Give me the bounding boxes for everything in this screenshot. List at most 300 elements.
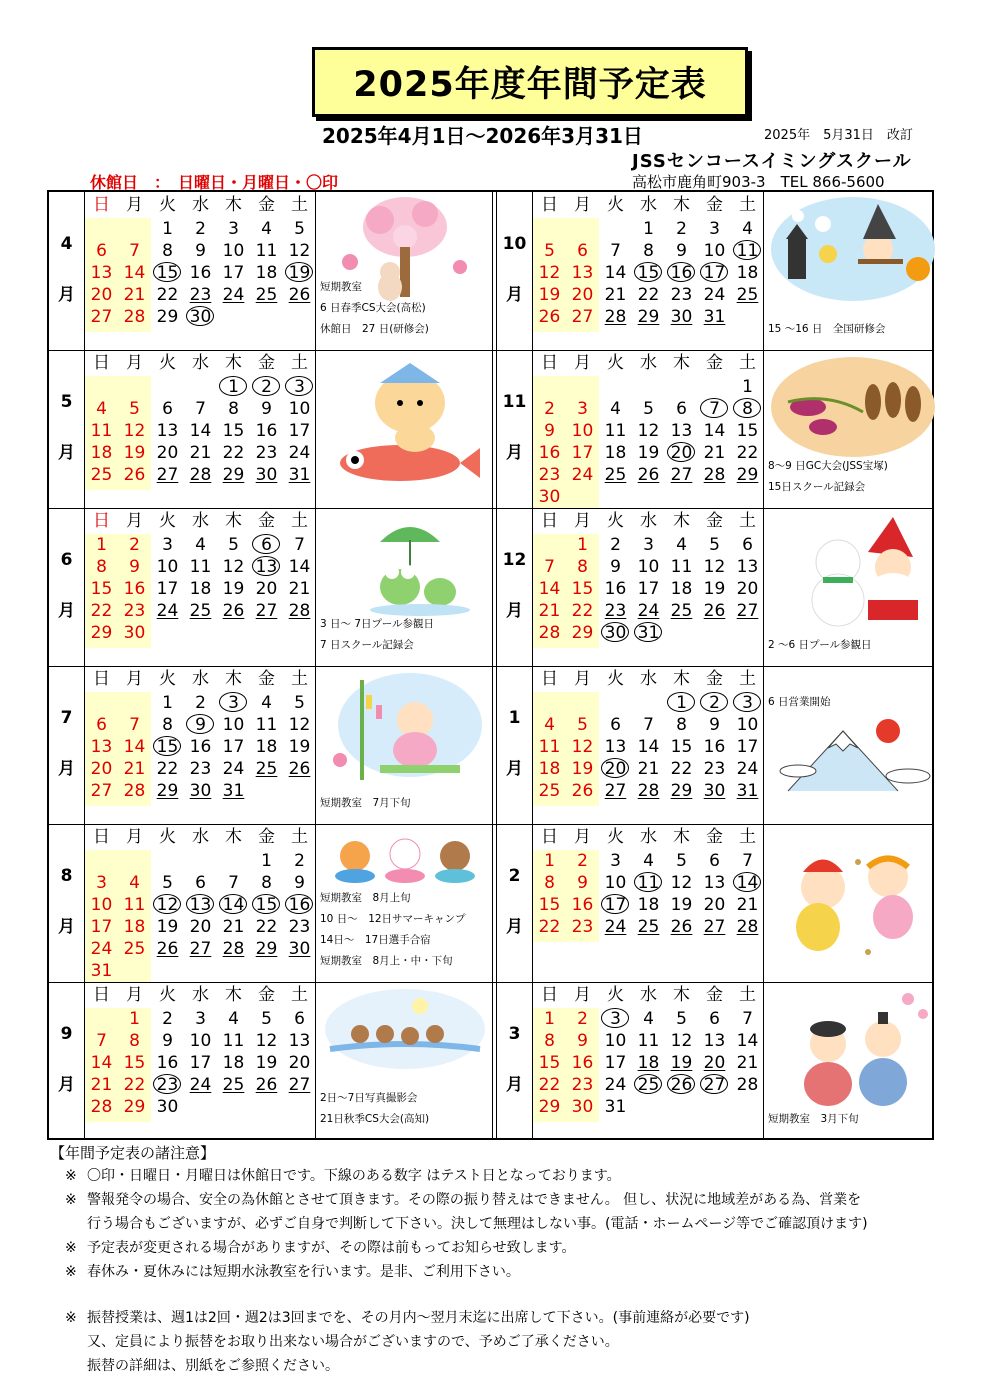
weekday-header: 金 <box>258 827 275 847</box>
calendar-day: 15 <box>222 421 245 441</box>
calendar-day: 30 <box>255 465 278 485</box>
calendar-day: 20 <box>288 1053 311 1073</box>
calendar-day: 1 <box>665 692 698 714</box>
note-mark: ※ <box>65 1192 77 1208</box>
month-illustration-area <box>315 666 493 824</box>
calendar-day: 13 <box>703 873 726 893</box>
calendar-day: 6 <box>96 241 107 261</box>
month-calendar <box>533 508 763 666</box>
calendar-day: 2 <box>544 399 555 419</box>
calendar-day: 5 <box>162 873 173 893</box>
closed-day-ring <box>186 894 214 914</box>
closed-day-ring <box>601 622 629 642</box>
weekday-header: 火 <box>607 827 624 847</box>
calendar-day: 29 <box>255 939 278 959</box>
month-block <box>497 508 940 666</box>
calendar-day: 4 <box>261 693 272 713</box>
weekday-header: 月 <box>126 511 143 531</box>
calendar-day: 17 <box>156 579 179 599</box>
note-line: 行う場合もございますが、必ずご自身で判断して下さい。決して無理はしない事。(電話・ホームページ等でご確認頂けます) <box>87 1216 868 1232</box>
calendar-day: 10 <box>736 715 759 735</box>
school-name: JSSセンコースイミングスクール <box>632 151 912 172</box>
weekday-header: 月 <box>574 353 591 373</box>
month-illustration-area <box>763 824 941 982</box>
calendar-day: 7 <box>643 715 654 735</box>
calendar-day: 2 <box>195 693 206 713</box>
calendar-day: 4 <box>129 873 140 893</box>
calendar-day: 7 <box>195 399 206 419</box>
calendar-day: 25 <box>222 1075 245 1095</box>
month-illustration-area <box>763 982 941 1140</box>
calendar-day: 4 <box>228 1009 239 1029</box>
calendar-day: 8 <box>228 399 239 419</box>
calendar-day: 27 <box>288 1075 311 1095</box>
month-calendar <box>85 982 315 1140</box>
calendar-day: 5 <box>228 535 239 555</box>
calendar-day: 26 <box>665 1074 698 1096</box>
calendar-day: 26 <box>637 465 660 485</box>
month-suffix: 月 <box>58 601 75 621</box>
calendar-day: 16 <box>123 579 146 599</box>
calendar-day: 7 <box>96 1031 107 1051</box>
weekday-header: 金 <box>258 195 275 215</box>
calendar-day: 23 <box>571 1075 594 1095</box>
calendar-day: 10 <box>703 241 726 261</box>
month-label <box>497 666 533 824</box>
calendar-day: 9 <box>610 557 621 577</box>
school-address: 高松市鹿角町903-3 TEL 866-5600 <box>632 173 885 191</box>
event-note: 15日スクール記録会 <box>768 481 866 493</box>
calendar-day: 1 <box>162 693 173 713</box>
calendar-day: 14 <box>736 1031 759 1051</box>
calendar-day: 26 <box>703 601 726 621</box>
closed-day-ring <box>634 872 662 892</box>
weekday-header: 水 <box>192 985 209 1005</box>
calendar-day: 1 <box>217 376 250 398</box>
weekday-header: 月 <box>126 195 143 215</box>
calendar-day: 20 <box>90 759 113 779</box>
calendar-day: 3 <box>162 535 173 555</box>
calendar-day: 15 <box>670 737 693 757</box>
calendar-day: 2 <box>195 219 206 239</box>
month-calendar <box>533 192 763 350</box>
weekday-header: 土 <box>739 827 756 847</box>
calendar-day: 12 <box>222 557 245 577</box>
event-note: 短期教室 8月上旬 <box>320 892 411 904</box>
calendar-day: 22 <box>637 285 660 305</box>
calendar-day: 16 <box>189 737 212 757</box>
calendar-day: 23 <box>189 759 212 779</box>
month-block <box>49 982 492 1140</box>
closed-day-ring <box>700 692 728 712</box>
calendar-day: 7 <box>742 1009 753 1029</box>
calendar-day: 11 <box>123 895 146 915</box>
calendar-day: 13 <box>571 263 594 283</box>
closed-day-ring <box>153 894 181 914</box>
weekday-header: 金 <box>258 353 275 373</box>
calendar-day: 21 <box>736 895 759 915</box>
calendar-day: 11 <box>90 421 113 441</box>
calendar-day: 19 <box>222 579 245 599</box>
calendar-day: 23 <box>670 285 693 305</box>
closed-day-ring <box>667 442 695 462</box>
calendar-day: 29 <box>156 781 179 801</box>
calendar-day: 19 <box>571 759 594 779</box>
calendar-day: 22 <box>670 759 693 779</box>
note-line: 春休み・夏休みには短期水泳教室を行います。是非、ご利用下さい。 <box>87 1264 520 1280</box>
calendar-day: 25 <box>637 917 660 937</box>
closed-day-ring <box>285 894 313 914</box>
calendar-day: 15 <box>90 579 113 599</box>
calendar-day: 19 <box>670 895 693 915</box>
calendar-day: 22 <box>222 443 245 463</box>
calendar-day: 21 <box>189 443 212 463</box>
weekday-header: 日 <box>541 985 558 1005</box>
calendar-day: 21 <box>604 285 627 305</box>
calendar-day: 16 <box>156 1053 179 1073</box>
calendar-day: 5 <box>676 1009 687 1029</box>
calendar-day: 26 <box>288 285 311 305</box>
calendar-day: 9 <box>294 873 305 893</box>
weekday-header: 金 <box>706 669 723 689</box>
closed-day-ring <box>733 692 761 712</box>
calendar-day: 15 <box>123 1053 146 1073</box>
calendar-day: 23 <box>151 1074 184 1096</box>
calendar-day: 16 <box>255 421 278 441</box>
calendar-day: 9 <box>261 399 272 419</box>
calendar-day: 18 <box>222 1053 245 1073</box>
calendar-day: 18 <box>189 579 212 599</box>
event-note: 休館日 27 日(研修会) <box>320 323 429 335</box>
calendar-day: 23 <box>123 601 146 621</box>
weekday-header: 月 <box>574 669 591 689</box>
calendar-day: 10 <box>189 1031 212 1051</box>
calendar-day: 29 <box>156 307 179 327</box>
calendar-day: 19 <box>637 443 660 463</box>
calendar-day: 13 <box>90 737 113 757</box>
calendar-day: 26 <box>670 917 693 937</box>
month-illustration-area <box>315 508 493 666</box>
calendar-day: 6 <box>610 715 621 735</box>
calendar-day: 28 <box>736 1075 759 1095</box>
calendar-day: 21 <box>222 917 245 937</box>
closed-day-ring <box>700 1074 728 1094</box>
month-block <box>49 824 492 982</box>
calendar-day: 1 <box>129 1009 140 1029</box>
weekday-header: 土 <box>739 353 756 373</box>
weekday-header: 日 <box>541 195 558 215</box>
calendar-day: 7 <box>228 873 239 893</box>
calendar-day: 23 <box>255 443 278 463</box>
calendar-day: 14 <box>604 263 627 283</box>
calendar-day: 23 <box>288 917 311 937</box>
calendar-day: 19 <box>538 285 561 305</box>
calendar-day: 25 <box>189 601 212 621</box>
weekday-header: 火 <box>159 669 176 689</box>
month-label <box>49 350 85 508</box>
calendar-day: 24 <box>637 601 660 621</box>
calendar-day: 5 <box>129 399 140 419</box>
note-line: 予定表が変更される場合がありますが、その際は前もってお知らせ致します。 <box>87 1240 576 1256</box>
month-suffix: 月 <box>506 443 523 463</box>
note-line: 警報発令の場合、安全の為休館とさせて頂きます。その際の振り替えはできません。 但し、状況に地域差がある為、営業を <box>87 1192 862 1208</box>
weekday-header: 木 <box>673 511 690 531</box>
closed-day-ring <box>667 262 695 282</box>
month-suffix: 月 <box>58 443 75 463</box>
weekday-header: 火 <box>607 195 624 215</box>
calendar-day: 25 <box>604 465 627 485</box>
calendar-day: 3 <box>228 219 239 239</box>
calendar-grid <box>47 190 934 1140</box>
calendar-day: 5 <box>544 241 555 261</box>
calendar-day: 27 <box>604 781 627 801</box>
weekday-header: 金 <box>706 827 723 847</box>
calendar-day: 16 <box>571 895 594 915</box>
month-illustration-area <box>315 192 493 350</box>
month-calendar <box>85 192 315 350</box>
calendar-day: 27 <box>703 917 726 937</box>
page-title: 2025年度年間予定表 <box>312 47 748 117</box>
calendar-day: 29 <box>222 465 245 485</box>
calendar-day: 24 <box>156 601 179 621</box>
calendar-day: 29 <box>637 307 660 327</box>
calendar-day: 15 <box>538 895 561 915</box>
weekday-header: 水 <box>640 353 657 373</box>
calendar-day: 28 <box>288 601 311 621</box>
calendar-day: 29 <box>670 781 693 801</box>
notes-section <box>50 1142 868 1379</box>
calendar-day: 17 <box>736 737 759 757</box>
calendar-day: 27 <box>670 465 693 485</box>
calendar-day: 31 <box>222 781 245 801</box>
calendar-day: 1 <box>162 219 173 239</box>
calendar-day: 24 <box>288 443 311 463</box>
weekday-header: 木 <box>673 827 690 847</box>
calendar-day: 30 <box>288 939 311 959</box>
weekday-header: 日 <box>541 827 558 847</box>
calendar-day: 15 <box>151 736 184 758</box>
calendar-day: 8 <box>577 557 588 577</box>
calendar-day: 25 <box>255 759 278 779</box>
calendar-day: 19 <box>255 1053 278 1073</box>
month-calendar <box>85 508 315 666</box>
month-number: 12 <box>502 550 527 570</box>
weekday-header: 金 <box>706 985 723 1005</box>
calendar-day: 6 <box>195 873 206 893</box>
month-suffix: 月 <box>506 917 523 937</box>
calendar-day: 3 <box>643 535 654 555</box>
calendar-day: 16 <box>665 262 698 284</box>
weekday-header: 日 <box>93 827 110 847</box>
calendar-day: 17 <box>599 894 632 916</box>
calendar-day: 7 <box>544 557 555 577</box>
calendar-day: 7 <box>129 715 140 735</box>
calendar-day: 25 <box>90 465 113 485</box>
weekday-header: 火 <box>607 511 624 531</box>
calendar-day: 28 <box>222 939 245 959</box>
calendar-day: 17 <box>90 917 113 937</box>
calendar-day: 6 <box>96 715 107 735</box>
month-block <box>49 192 492 350</box>
calendar-day: 14 <box>731 872 764 894</box>
month-calendar <box>85 666 315 824</box>
calendar-day: 8 <box>676 715 687 735</box>
revised-date: 2025年 5月31日 改訂 <box>764 128 913 143</box>
calendar-day: 24 <box>703 285 726 305</box>
calendar-day: 26 <box>255 1075 278 1095</box>
calendar-day: 27 <box>90 781 113 801</box>
calendar-day: 11 <box>632 872 665 894</box>
note-line: 振替授業は、週1は2回・週2は3回までを、その月内～翌月末迄に出席して下さい。(事前連絡が必要です) <box>87 1310 750 1326</box>
note-mark: ※ <box>65 1264 77 1280</box>
calendar-day: 24 <box>189 1075 212 1095</box>
calendar-day: 17 <box>222 263 245 283</box>
calendar-day: 10 <box>288 399 311 419</box>
weekday-header: 金 <box>706 195 723 215</box>
weekday-header: 月 <box>126 827 143 847</box>
calendar-day: 17 <box>604 1053 627 1073</box>
event-note: 短期教室 7月下旬 <box>320 797 411 809</box>
calendar-day: 2 <box>610 535 621 555</box>
note-line: 又、定員により振替をお取り出来ない場合がございますので、予めご了承ください。 <box>87 1334 619 1350</box>
calendar-day: 26 <box>222 601 245 621</box>
calendar-day: 31 <box>90 961 113 981</box>
month-calendar <box>533 982 763 1140</box>
calendar-day: 20 <box>599 758 632 780</box>
month-number: 7 <box>60 708 73 728</box>
month-illustration-area <box>763 508 941 666</box>
calendar-day: 30 <box>156 1097 179 1117</box>
closed-day-ring <box>252 376 280 396</box>
calendar-day: 7 <box>129 241 140 261</box>
calendar-day: 3 <box>577 399 588 419</box>
month-illustration-area <box>315 824 493 982</box>
calendar-day: 30 <box>123 623 146 643</box>
calendar-day: 1 <box>261 851 272 871</box>
weekday-header: 土 <box>291 669 308 689</box>
calendar-day: 27 <box>255 601 278 621</box>
calendar-day: 11 <box>670 557 693 577</box>
calendar-day: 19 <box>156 917 179 937</box>
weekday-header: 日 <box>541 353 558 373</box>
calendar-day: 3 <box>709 219 720 239</box>
month-label <box>49 824 85 982</box>
calendar-day: 8 <box>162 715 173 735</box>
calendar-day: 18 <box>255 737 278 757</box>
closed-day-ring <box>186 714 214 734</box>
month-calendar <box>85 824 315 982</box>
closed-day-ring <box>601 758 629 778</box>
weekday-header: 水 <box>640 511 657 531</box>
month-suffix: 月 <box>506 1075 523 1095</box>
calendar-day: 25 <box>123 939 146 959</box>
calendar-day: 4 <box>643 1009 654 1029</box>
calendar-day: 19 <box>283 262 316 284</box>
calendar-day: 24 <box>222 759 245 779</box>
calendar-day: 19 <box>123 443 146 463</box>
calendar-day: 31 <box>632 622 665 644</box>
event-note: 15 ～16 日 全国研修会 <box>768 323 886 335</box>
event-note: 21日秋季CS大会(高知) <box>320 1113 430 1125</box>
calendar-day: 9 <box>195 241 206 261</box>
weekday-header: 土 <box>291 511 308 531</box>
weekday-header: 木 <box>673 353 690 373</box>
calendar-day: 24 <box>571 465 594 485</box>
calendar-day: 21 <box>90 1075 113 1095</box>
weekday-header: 火 <box>159 353 176 373</box>
calendar-day: 8 <box>129 1031 140 1051</box>
month-number: 3 <box>508 1024 521 1044</box>
weekday-header: 土 <box>291 353 308 373</box>
calendar-day: 22 <box>538 917 561 937</box>
calendar-day: 2 <box>250 376 283 398</box>
event-note: 6 日営業開始 <box>768 696 831 708</box>
weekday-header: 火 <box>607 669 624 689</box>
calendar-day: 4 <box>643 851 654 871</box>
closed-day-ring <box>219 894 247 914</box>
month-label <box>49 666 85 824</box>
month-number: 10 <box>502 234 527 254</box>
weekday-header: 火 <box>607 353 624 373</box>
calendar-day: 3 <box>599 1008 632 1030</box>
calendar-day: 27 <box>156 465 179 485</box>
calendar-day: 26 <box>156 939 179 959</box>
month-number: 6 <box>60 550 73 570</box>
calendar-day: 22 <box>538 1075 561 1095</box>
month-block <box>497 350 940 508</box>
calendar-day: 22 <box>156 285 179 305</box>
month-illustration-area <box>315 982 493 1140</box>
calendar-day: 2 <box>294 851 305 871</box>
calendar-day: 22 <box>571 601 594 621</box>
calendar-day: 3 <box>610 851 621 871</box>
calendar-day: 18 <box>637 895 660 915</box>
calendar-day: 8 <box>261 873 272 893</box>
calendar-day: 22 <box>90 601 113 621</box>
calendar-day: 8 <box>643 241 654 261</box>
calendar-day: 29 <box>571 623 594 643</box>
month-number: 1 <box>508 708 521 728</box>
weekday-header: 木 <box>225 353 242 373</box>
calendar-day: 12 <box>637 421 660 441</box>
calendar-day: 20 <box>156 443 179 463</box>
month-label <box>497 824 533 982</box>
calendar-day: 21 <box>123 285 146 305</box>
calendar-day: 4 <box>676 535 687 555</box>
calendar-day: 6 <box>294 1009 305 1029</box>
calendar-day: 16 <box>189 263 212 283</box>
note-mark: ※ <box>65 1240 77 1256</box>
calendar-day: 16 <box>604 579 627 599</box>
calendar-day: 29 <box>90 623 113 643</box>
calendar-day: 1 <box>742 377 753 397</box>
closed-day-ring <box>733 398 761 418</box>
calendar-day: 14 <box>123 263 146 283</box>
calendar-day: 22 <box>736 443 759 463</box>
month-suffix: 月 <box>58 917 75 937</box>
month-illustration-area <box>763 350 941 508</box>
calendar-day: 12 <box>538 263 561 283</box>
calendar-day: 21 <box>736 1053 759 1073</box>
calendar-day: 28 <box>538 623 561 643</box>
weekday-header: 日 <box>93 195 110 215</box>
calendar-day: 4 <box>610 399 621 419</box>
calendar-day: 18 <box>670 579 693 599</box>
weekday-header: 木 <box>225 827 242 847</box>
calendar-day: 13 <box>736 557 759 577</box>
weekday-header: 木 <box>225 511 242 531</box>
weekday-header: 土 <box>739 195 756 215</box>
